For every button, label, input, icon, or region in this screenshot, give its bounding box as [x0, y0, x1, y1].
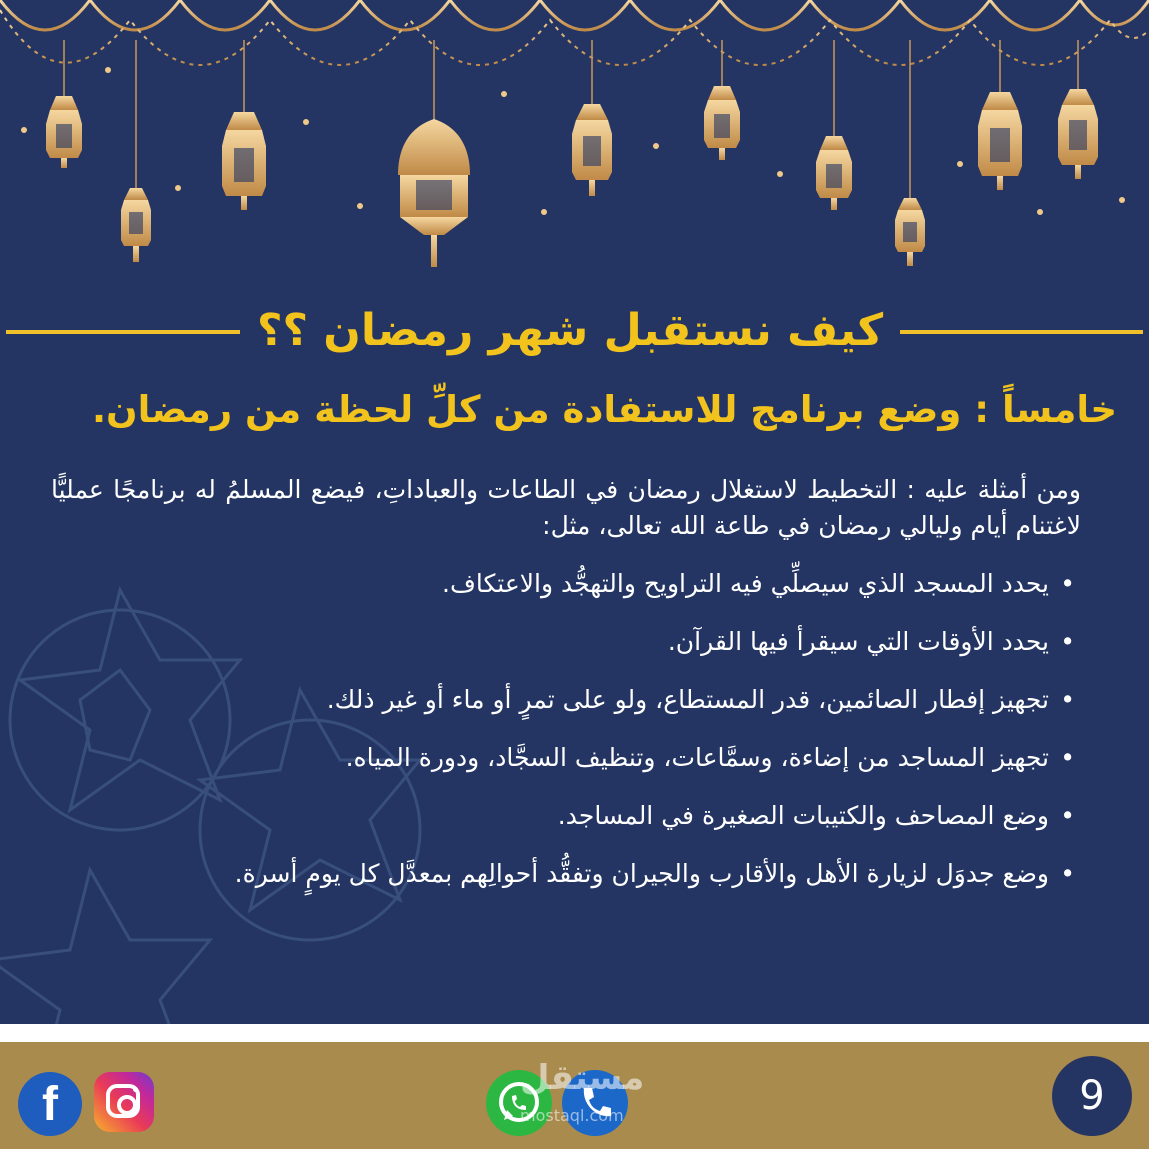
list-item-text: وضع المصاحف والكتيبات الصغيرة في المساجد. — [557, 801, 1049, 830]
page-number: 9 — [1052, 1056, 1132, 1136]
examples-list — [39, 566, 1079, 914]
bullet: • — [1060, 627, 1075, 656]
bullet: • — [1060, 685, 1075, 714]
title-divider-left — [6, 330, 240, 334]
bullet: • — [1060, 859, 1075, 888]
section-heading: خامساً : وضع برنامج للاستفادة من كلِّ لحظة من رمضان. — [91, 388, 1117, 431]
list-item — [39, 856, 1079, 892]
facebook-icon[interactable]: f — [18, 1072, 82, 1136]
lanterns-decoration — [0, 0, 1149, 290]
list-item-text: يحدد الأوقات التي سيقرأ فيها القرآن. — [667, 627, 1049, 656]
list-item — [39, 566, 1079, 602]
instagram-flash-dot — [133, 1087, 138, 1092]
instagram-icon[interactable] — [94, 1072, 154, 1132]
list-item-text: تجهيز إفطار الصائمين، قدر المستطاع، ولو على تمرٍ أو ماء أو غير ذلك. — [326, 685, 1049, 714]
list-item-text: يحدد المسجد الذي سيصلِّي فيه التراويح والتهجُّد والاعتكاف. — [442, 569, 1049, 598]
watermark: مستقل — [520, 1058, 645, 1098]
list-item — [39, 740, 1079, 776]
list-item — [39, 624, 1079, 660]
divider-strip — [0, 1024, 1149, 1042]
list-item-text: تجهيز المساجد من إضاءة، وسمَّاعات، وتنظيف السجَّاد، ودورة المياه. — [345, 743, 1049, 772]
bullet: • — [1060, 801, 1075, 830]
list-item-text: وضع جدوَل لزيارة الأهل والأقارب والجيران وتفقُّد أحوالِهم بمعدَّل كل يومٍ أسرة. — [234, 859, 1049, 888]
title-divider-right — [900, 330, 1143, 334]
bullet: • — [1060, 569, 1075, 598]
bullet: • — [1060, 743, 1075, 772]
list-item — [39, 682, 1079, 718]
page-title: كيف نستقبل شهر رمضان ؟؟ — [256, 305, 884, 356]
intro-paragraph: ومن أمثلة عليه : التخطيط لاستغلال رمضان في الطاعات والعباداتِ، فيضع المسلمُ له برنامجًا عمليًّا لاغتنام أيام وليالي رمضان في طاعة الله تعالى، مثل: — [51, 475, 1081, 540]
watermark-url: mostaql.com — [520, 1106, 624, 1125]
footer-bar — [0, 1042, 1149, 1149]
title-row — [0, 300, 1149, 362]
list-item — [39, 798, 1079, 834]
